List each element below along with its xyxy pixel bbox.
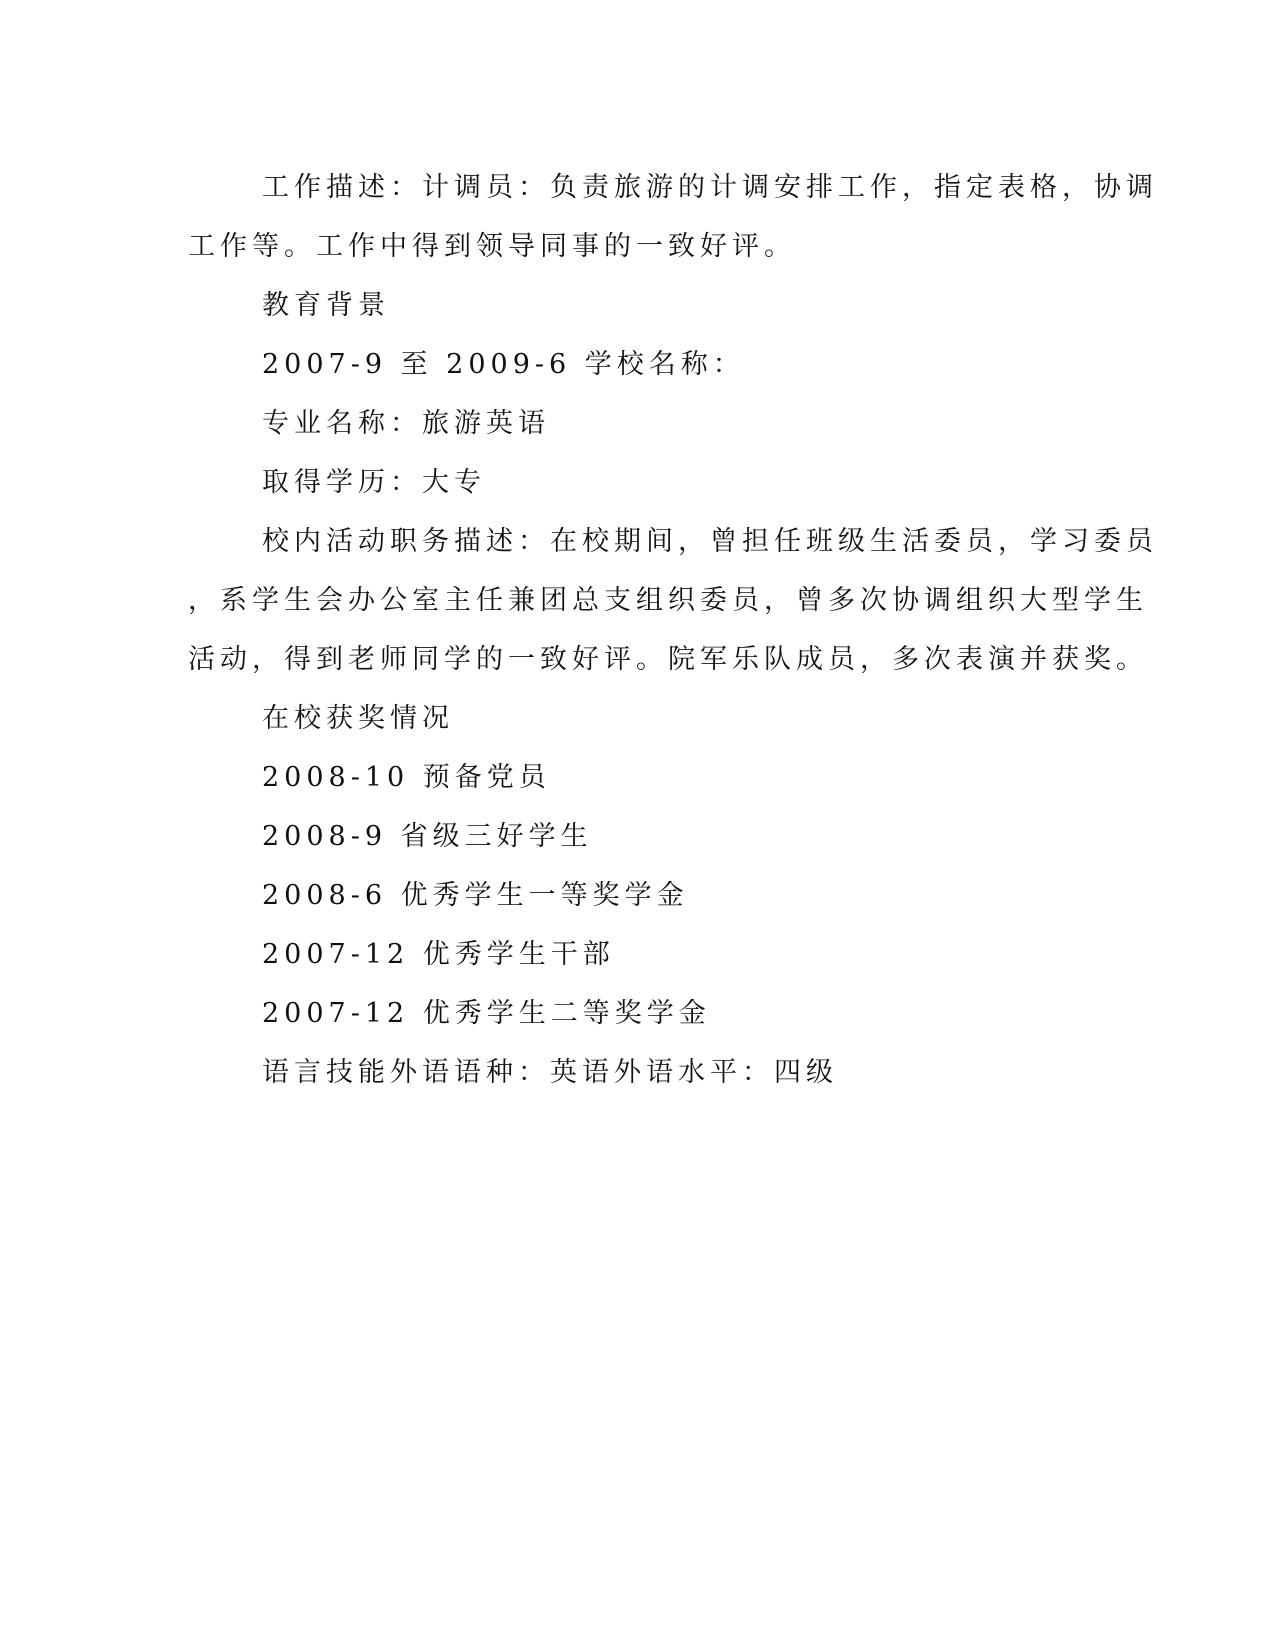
major-name: 专业名称：旅游英语 — [262, 408, 550, 439]
award-item: 2008-6 优秀学生一等奖学金 — [262, 880, 689, 911]
campus-activity-line-3: 活动，得到老师同学的一致好评。院军乐队成员，多次表演并获奖。 — [188, 644, 1148, 675]
job-description-line-1: 工作描述：计调员：负责旅游的计调安排工作，指定表格，协调 — [262, 172, 1158, 203]
school-period: 2007-9 至 2009-6 学校名称： — [262, 349, 745, 380]
award-item: 2007-12 优秀学生二等奖学金 — [262, 998, 711, 1029]
award-item: 2007-12 优秀学生干部 — [262, 939, 615, 970]
degree: 取得学历：大专 — [262, 467, 486, 498]
language-skills: 语言技能外语语种：英语外语水平：四级 — [262, 1057, 838, 1088]
education-heading: 教育背景 — [262, 290, 390, 321]
campus-activity-line-1: 校内活动职务描述：在校期间，曾担任班级生活委员，学习委员 — [262, 526, 1158, 557]
job-description-line-2: 工作等。工作中得到领导同事的一致好评。 — [188, 231, 796, 262]
campus-activity-line-2: ，系学生会办公室主任兼团总支组织委员，曾多次协调组织大型学生 — [188, 585, 1148, 616]
awards-heading: 在校获奖情况 — [262, 703, 454, 734]
award-item: 2008-9 省级三好学生 — [262, 821, 593, 852]
award-item: 2008-10 预备党员 — [262, 762, 551, 793]
